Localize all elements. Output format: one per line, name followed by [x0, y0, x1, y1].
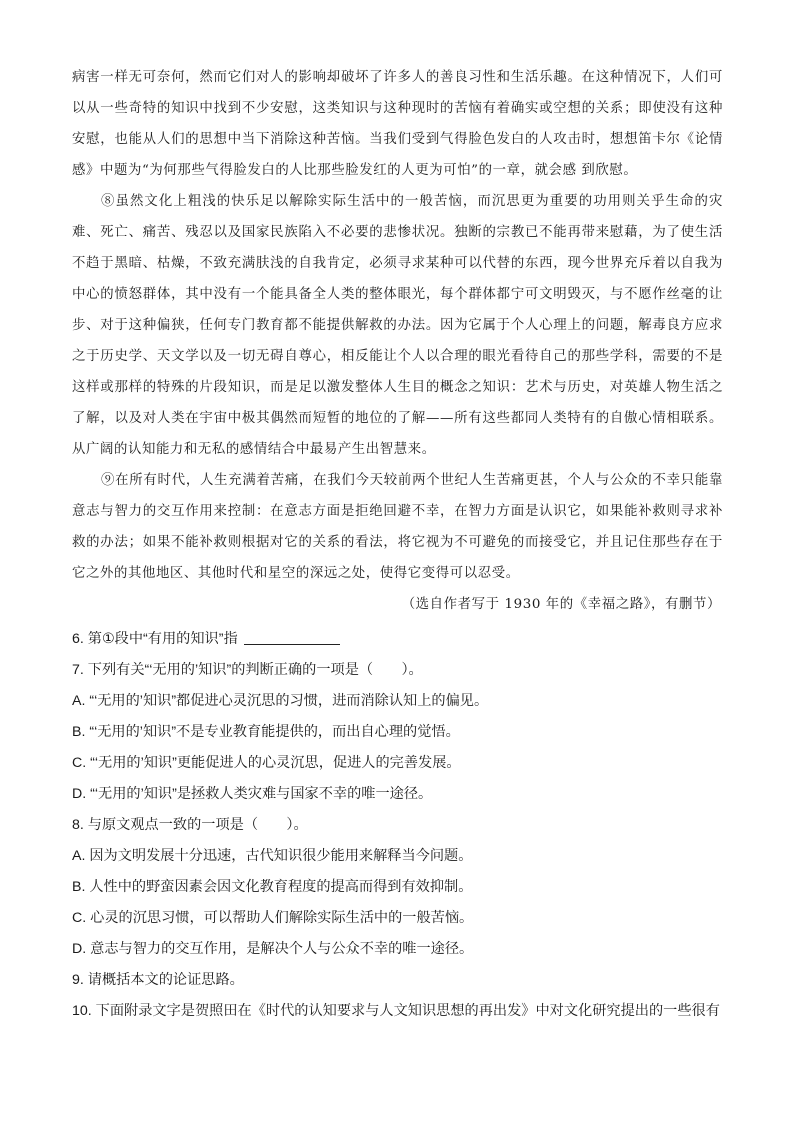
question-list — [72, 624, 723, 1027]
question-7: 7. 下列有关“‘无用的’知识”的判断正确的一项是（ ）。 — [72, 662, 423, 678]
question-9: 9. 请概括本文的论证思路。 — [72, 972, 244, 988]
question-8-option-d: D. 意志与智力的交互作用，是解决个人与公众不幸的唯一途径。 — [72, 941, 474, 957]
question-7-option-d: D. “‘无用的’知识”是拯救人类灾难与国家不幸的唯一途径。 — [72, 786, 433, 802]
question-8-option-a: A. 因为文明发展十分迅速，古代知识很少能用来解释当今问题。 — [72, 848, 473, 864]
question-8-option-b: B. 人性中的野蛮因素会因文化教育程度的提高而得到有效抑制。 — [72, 879, 473, 895]
paragraph-9: ⑨在所有时代，人生充满着苦痛，在我们今天较前两个世纪人生苦痛更甚，个人与公众的不幸只能靠意志与智力的交互作用来控制：在意志方面是拒绝回避不幸，在智力方面是认识它，如果能补救则寻求补救的办法；如果不能补救则根据对它的关系的看法，将它视为不可避免的而接受它，并且记住那些存在于它之外的其他地区、其他时代和星空的深远之处，使得它变得可以忍受。 — [72, 473, 723, 581]
question-6-text: 6. 第①段中“有用的知识”指 — [72, 631, 238, 647]
paragraph-7-continuation: 病害一样无可奈何，然而它们对人的影响却破坏了许多人的善良习性和生活乐趣。在这种情况下，人们可以从一些奇特的知识中找到不少安慰，这类知识与这种现时的苦恼有着确实或空想的关系；即使没有这种安慰，也能从人们的思想中当下消除这种苦恼。当我们受到气得脸色发白的人攻击时，想想笛卡尔《论情感》中题为“为何那些气得脸发白的人比那些脸发红的人更为可怕”的一章，就会感 到欣慰。 — [72, 70, 723, 178]
question-6 — [72, 624, 723, 655]
question-7-option-c: C. “‘无用的’知识”更能促进人的心灵沉思，促进人的完善发展。 — [72, 755, 461, 771]
question-8-option-c: C. 心灵的沉思习惯，可以帮助人们解除实际生活中的一般苦恼。 — [72, 910, 474, 926]
paragraph-8: ⑧虽然文化上粗浅的快乐足以解除实际生活中的一般苦恼，而沉思更为重要的功用则关乎生命的灾难、死亡、痛苦、残忍以及国家民族陷入不必要的悲惨状况。独断的宗教已不能再带来慰藉，为了使生活不趋于黑暗、枯燥，不致充满肤浅的自我肯定，必须寻求某种可以代替的东西，现今世界充斥着以自我为中心的愤怒群体，其中没有一个能具备全人类的整体眼光，每个群体都宁可文明毁灭，与不愿作丝毫的让步、对于这种偏狭，任何专门教育都不能提供解救的办法。因为它属于个人心理上的问题，解毒良方应求之于历史学、天文学以及一切无碍自尊心，相反能让个人以合理的眼光看待自己的那些学科，需要的不是这样或那样的特殊的片段知识，而是足以激发整体人生目的概念之知识：艺术与历史，对英雄人物生活之了解，以及对人类在宇宙中极其偶然而短暂的地位的了解——所有这些都同人类特有的自傲心情相联系。从广阔的认知能力和无私的感情结合中最易产生出智慧来。 — [72, 194, 723, 457]
reading-passage — [72, 62, 723, 620]
question-7-option-b: B. “‘无用的’知识”不是专业教育能提供的，而出自心理的觉悟。 — [72, 724, 460, 740]
question-10: 10. 下面附录文字是贺照田在《时代的认知要求与人文知识思想的再出发》中对文化研究提出的一些很有 — [72, 1003, 720, 1019]
answer-blank[interactable] — [244, 630, 340, 645]
question-7-option-a: A. “‘无用的’知识”都促进心灵沉思的习惯，进而消除认知上的偏见。 — [72, 693, 489, 709]
passage-source: （选自作者写于 1930 年的《幸福之路》，有删节） — [401, 597, 721, 612]
question-8: 8. 与原文观点一致的一项是（ ）。 — [72, 817, 308, 833]
